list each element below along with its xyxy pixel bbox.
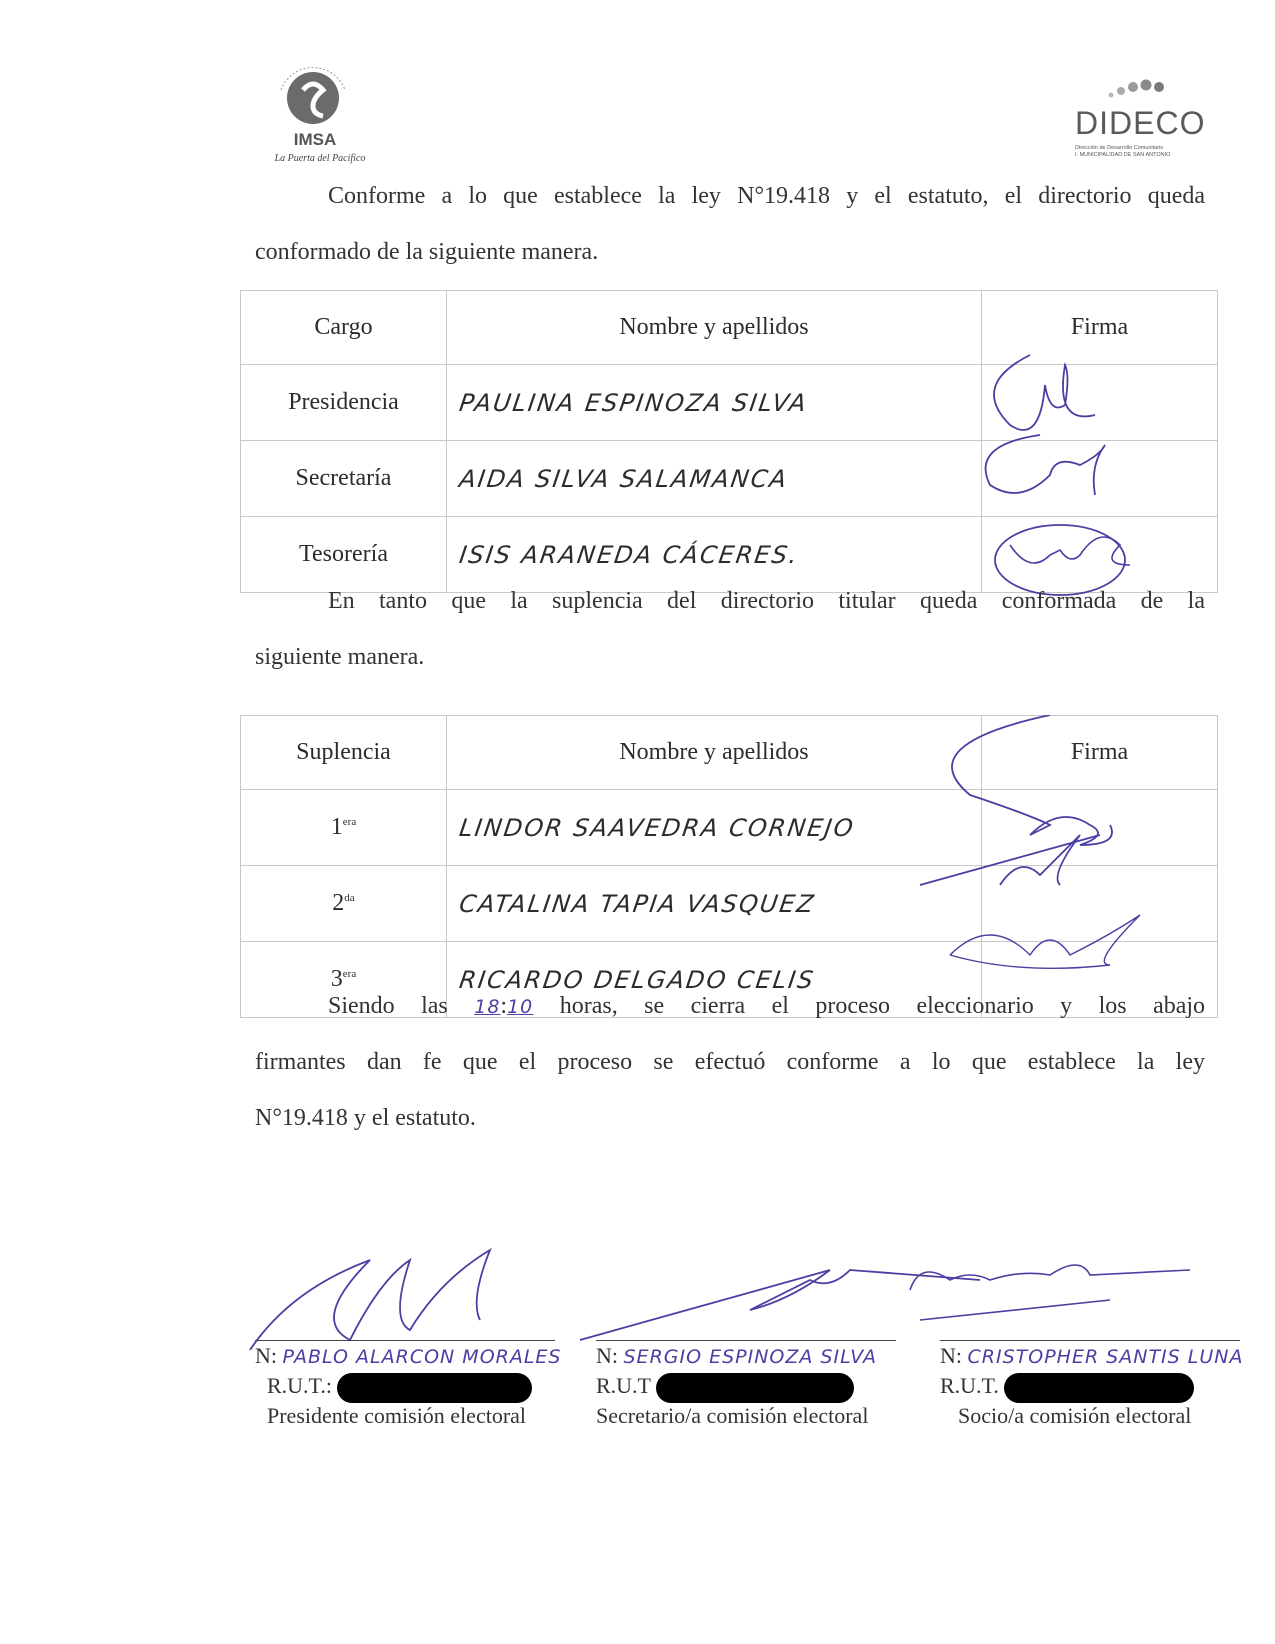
closing-line2: firmantes dan fe que el proceso se efectuó conforme a lo que establece la ley — [255, 1049, 1205, 1075]
rut-label: R.U.T — [596, 1373, 651, 1398]
header-suplencia: Suplencia — [241, 716, 447, 790]
signature-socio-comision — [910, 1265, 1190, 1320]
dideco-name: DIDECO — [1075, 105, 1206, 141]
closing-hour: 18 — [474, 996, 501, 1018]
header-firma: Firma — [982, 291, 1218, 365]
nombre-cell: RICARDO DELGADO CELIS — [441, 942, 987, 1018]
firma-cell — [982, 790, 1218, 866]
n-label: N: — [255, 1343, 277, 1368]
signatory-name: SERGIO ESPINOZA SILVA — [623, 1346, 878, 1368]
dideco-sub2: I. MUNICIPALIDAD DE SAN ANTONIO — [1075, 152, 1171, 158]
signatory-block-socio — [940, 1340, 1244, 1431]
nombre-cell: ISIS ARANEDA CÁCERES. — [441, 517, 987, 593]
imsa-logo — [255, 60, 375, 175]
signatory-block-presidente — [255, 1340, 562, 1431]
suplencia-number-cell — [241, 866, 447, 942]
table-row — [241, 790, 1218, 866]
header-nombre: Nombre y apellidos — [447, 291, 982, 365]
ordinal-suffix: era — [342, 968, 357, 980]
n-label: N: — [940, 1343, 962, 1368]
ordinal-number: 2 — [332, 890, 345, 916]
suplencia-intro-line1: En tanto que la suplencia del directorio titular queda conformada de la — [328, 588, 1205, 614]
signatory-name-row — [255, 1340, 562, 1371]
header-firma: Firma — [982, 716, 1218, 790]
redaction-bar — [1004, 1373, 1194, 1403]
closing-minute: 10 — [507, 996, 534, 1018]
intro-line1: Conforme a lo que establece la ley N°19.418 y el estatuto, el directorio queda — [328, 183, 1205, 209]
closing-sep: : — [500, 993, 508, 1019]
nombre-cell: CATALINA TAPIA VASQUEZ — [441, 866, 987, 942]
imsa-emblem-icon — [273, 60, 353, 130]
ordinal-suffix: era — [342, 816, 357, 828]
signatory-role: Secretario/a comisión electoral — [596, 1403, 869, 1428]
redaction-bar — [656, 1373, 854, 1403]
signatory-name-row — [940, 1340, 1244, 1371]
signatory-block-secretario — [596, 1340, 896, 1431]
table-row — [241, 866, 1218, 942]
rut-label: R.U.T. — [940, 1373, 999, 1398]
suplencia-number-cell — [241, 790, 447, 866]
table-row — [241, 441, 1218, 517]
dideco-sub1: Dirección de Desarrollo Comunitario — [1075, 145, 1164, 151]
rut-row — [255, 1371, 555, 1401]
header-cargo: Cargo — [241, 291, 447, 365]
firma-cell — [982, 365, 1218, 441]
suplencia-intro-line2: siguiente manera. — [255, 644, 425, 670]
directorio-table — [240, 290, 1218, 593]
table-header-row — [241, 291, 1218, 365]
signatory-name-row — [596, 1340, 896, 1371]
cargo-cell: Presidencia — [241, 365, 447, 441]
ordinal-suffix: da — [344, 892, 355, 904]
signatory-role: Socio/a comisión electoral — [958, 1403, 1192, 1428]
firma-cell — [982, 441, 1218, 517]
nombre-cell: PAULINA ESPINOZA SILVA — [441, 365, 987, 441]
closing-line1-rest: horas, se cierra el proceso eleccionario y los abajo — [559, 993, 1206, 1019]
imsa-tagline: La Puerta del Pacífico — [274, 153, 366, 164]
rut-row — [940, 1371, 1240, 1401]
table-row — [241, 365, 1218, 441]
intro-line2: conformado de la siguiente manera. — [255, 239, 599, 265]
header-nombre: Nombre y apellidos — [447, 716, 982, 790]
n-label: N: — [596, 1343, 618, 1368]
redaction-bar — [337, 1373, 532, 1403]
cargo-cell: Secretaría — [241, 441, 447, 517]
signature-secretario-comision — [580, 1270, 980, 1340]
signatory-name: PABLO ALARCON MORALES — [282, 1346, 562, 1368]
dideco-logo — [1065, 75, 1205, 165]
rut-row — [596, 1371, 896, 1401]
table-header-row — [241, 716, 1218, 790]
closing-line1 — [255, 978, 1205, 1035]
dideco-dots-icon — [1105, 75, 1165, 101]
nombre-cell: AIDA SILVA SALAMANCA — [441, 441, 987, 517]
firma-cell — [982, 866, 1218, 942]
closing-line3: N°19.418 y el estatuto. — [255, 1105, 476, 1131]
suplencia-table — [240, 715, 1218, 1018]
signatory-name: CRISTOPHER SANTIS LUNA — [967, 1346, 1244, 1368]
imsa-name: IMSA — [293, 130, 337, 149]
closing-prefix: Siendo las — [328, 993, 448, 1019]
nombre-cell: LINDOR SAAVEDRA CORNEJO — [441, 790, 987, 866]
rut-label: R.U.T.: — [267, 1373, 332, 1398]
ordinal-number: 1 — [330, 814, 343, 840]
signature-presidente-comision — [250, 1250, 490, 1350]
signatory-role: Presidente comisión electoral — [267, 1403, 527, 1428]
signatory-signatures — [240, 1230, 1240, 1350]
ordinal-number: 3 — [330, 966, 343, 992]
cargo-cell: Tesorería — [241, 517, 447, 593]
